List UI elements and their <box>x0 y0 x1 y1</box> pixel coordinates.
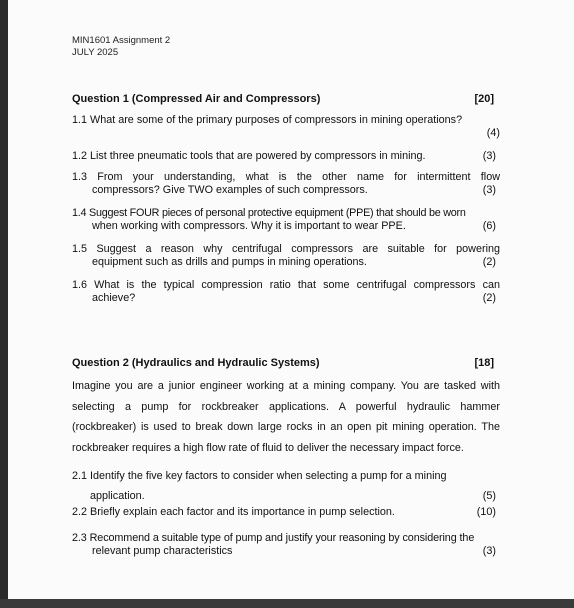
intro-line: rockbreaker requires a high flow rate of fluid to deliver the necessary impact force. <box>72 441 464 454</box>
question-mark: (3) <box>482 545 496 557</box>
question-1-1 <box>72 114 500 140</box>
question-text: 2.3 Recommend a suitable type of pump and justify your reasoning by considering the <box>72 532 475 544</box>
question-mark: (2) <box>482 292 496 304</box>
question-text: 1.2 List three pneumatic tools that are powered by compressors in mining. <box>72 150 426 162</box>
question-text: 1.3 From your understanding, what is the other name for intermittent flow <box>72 171 500 183</box>
question-text-cont: application. <box>90 490 145 502</box>
question-mark: (3) <box>482 150 496 162</box>
question-text: 1.4 Suggest FOUR pieces of personal protective equipment (PPE) that should be worn <box>72 207 466 219</box>
question-text: 1.1 What are some of the primary purposes of compressors in mining operations? <box>72 114 463 126</box>
page-bottom-edge <box>0 599 574 608</box>
question-text-cont: achieve? <box>92 292 136 304</box>
question-2-intro <box>72 376 500 458</box>
question-text: 1.6 What is the typical compression ratio that some centrifugal compressors can <box>72 279 500 291</box>
question-1-3 <box>72 171 500 197</box>
question-2-2 <box>72 506 500 519</box>
question-2-title: Question 2 (Hydraulics and Hydraulic Systems) <box>72 357 320 369</box>
question-mark: (4) <box>486 127 500 139</box>
question-mark: (10) <box>476 506 496 518</box>
date-label: JULY 2025 <box>72 47 119 58</box>
question-mark: (6) <box>482 220 496 232</box>
question-1-4 <box>72 207 500 233</box>
question-1-heading <box>72 93 494 105</box>
question-2-1 <box>72 466 500 506</box>
question-mark: (2) <box>482 256 496 268</box>
question-text-cont: compressors? Give TWO examples of such compressors. <box>92 184 368 196</box>
question-2-heading <box>72 357 494 369</box>
question-mark: (3) <box>482 184 496 196</box>
question-text-cont: relevant pump characteristics <box>92 545 233 557</box>
question-1-6 <box>72 279 500 305</box>
question-text: 1.5 Suggest a reason why centrifugal compressors are suitable for powering <box>72 243 500 255</box>
intro-line: Imagine you are a junior engineer working at a mining company. You are tasked with <box>72 380 500 392</box>
question-1-marks: [20] <box>474 93 494 105</box>
question-text-cont: equipment such as drills and pumps in mining operations. <box>92 256 367 268</box>
intro-line: (rockbreaker) is used to break down large rocks in an open pit mining operation. The <box>72 421 500 433</box>
question-1-title: Question 1 (Compressed Air and Compressors) <box>72 93 321 105</box>
question-1-5 <box>72 243 500 269</box>
question-text-cont: when working with compressors. Why it is important to wear PPE. <box>92 220 406 232</box>
page-edge-shadow <box>0 0 8 608</box>
question-text: 2.1 Identify the five key factors to consider when selecting a pump for a mining <box>72 470 447 482</box>
question-mark: (5) <box>482 490 496 502</box>
question-2-3 <box>72 532 500 558</box>
intro-line: selecting a pump for rockbreaker applications. A powerful hydraulic hammer <box>72 400 500 413</box>
question-2-marks: [18] <box>474 357 494 369</box>
question-1-2 <box>72 150 500 163</box>
course-label: MIN1601 Assignment 2 <box>72 35 171 46</box>
question-text: 2.2 Briefly explain each factor and its importance in pump selection. <box>72 506 395 518</box>
